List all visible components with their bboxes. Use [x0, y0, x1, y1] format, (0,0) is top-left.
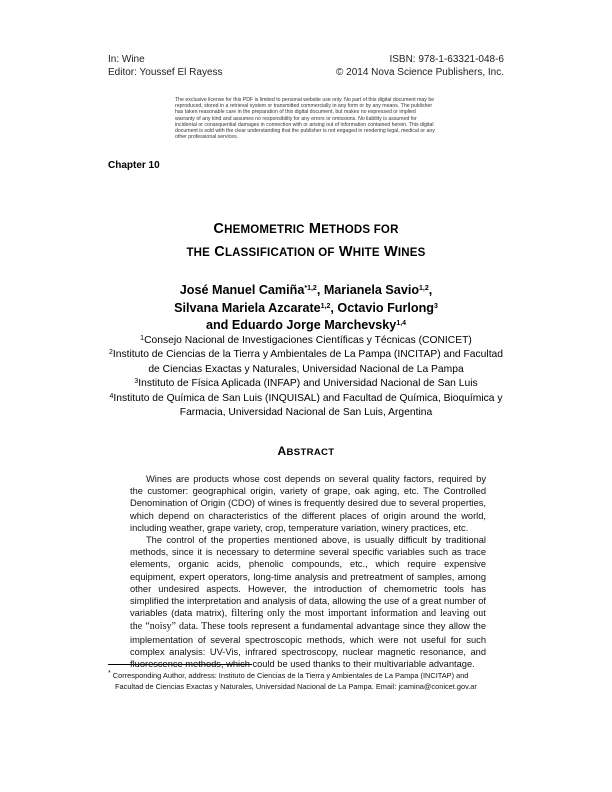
abstract-heading: ABSTRACT	[277, 444, 335, 458]
author-name: José Manuel Camiña	[179, 283, 305, 297]
author-name: Eduardo Jorge Marchevsky	[231, 318, 397, 332]
footnote: * Corresponding Author, address: Instituto de Ciencias de la Tierra y Ambientales de La Pampa (INCITAP) and Facultad de Ciencias Exactas y Naturales, Universidad Nacional de La Pampa. Email: jcamina@conicet.gov.ar	[108, 670, 477, 691]
license-notice: The exclusive license for this PDF is limited to personal website use only. No part of this digital document may be reproduced, stored in a retrieval system or transmitted commercially in any form or by any means. The publisher has taken reasonable care in the preparation of this digital document, but makes no expressed or implied warranty of any kind and assumes no responsibility for any errors or omissions. No liability is assumed for incidental or consequential damages in connection with or arising out of information contained herein. This digital document is sold with the clear understanding that the publisher is not engaged in rendering legal, medical or any other professional services.	[175, 97, 435, 141]
chapter-label: Chapter 10	[108, 160, 160, 171]
abstract-paragraph: Wines are products whose cost depends on several quality factors, required by the customer: geographical origin, variety of grape, oak aging, etc. The Controlled Denomination of Origin (CDO) of wines is frequently desired due to several properties, which depend on characteristics of the different places of origin around the world, including weather, grape variety, crop, temperature variation, winery practices, etc.	[130, 474, 486, 533]
affiliation: $^4$Instituto de Química de San Luis (INQUISAL) and Facultad de Química, Bioquímica y Farmacia, Universidad Nacional de San Luis, Argentina	[109, 392, 503, 419]
author-name: Octavio Furlong	[337, 300, 434, 315]
chapter-title	[108, 218, 504, 264]
affiliation: $^3$Instituto de Física Aplicada (INFAP) and Universidad Nacional de San Luis	[134, 378, 478, 390]
affiliation: $^1$Consejo Nacional de Investigaciones Científicas y Técnicas (CONICET)	[140, 335, 472, 346]
affiliations	[108, 334, 504, 420]
author-list: José Manuel Camiña$^{*1,2}$, Marianela Savio$^{1,2}$, Silvana Mariela Azcarate$^{1,2}$, Octavio Furlong$^3$ and Eduardo Jorge Marchevsky$^{1,4}$	[174, 283, 438, 332]
header-right	[304, 53, 504, 79]
author-name: Marianela Savio	[323, 283, 420, 297]
author-name: Silvana Mariela Azcarate	[174, 300, 321, 315]
footnote-rule	[108, 664, 252, 665]
abstract-body	[130, 473, 486, 670]
isbn: ISBN: 978-1-63321-048-6	[389, 54, 504, 65]
header-left	[108, 53, 223, 79]
abstract-paragraph: The control of the properties mentioned above, is usually difficult by traditional methods, since it is necessary to determine several specific variables such as trace elements, organic acids, phenolic compounds, etc., which require expensive equipment, expert operators, long-time analysis and pretreatment of samples, among other undesired aspects. However, the introduction of chemometric tools has simplified the interpretation and analysis of data, allowing the use of a great number of variables (data matrix), filtering only the most important information and leaving out the “noisy” data. These tools represent a fundamental advantage since they allow the implementation of several spectroscopic methods, which were not useful for such complex analysis: UV-Vis, infrared spectroscopy, nuclear magnetic resonance, and fluorescence methods, which could be used thanks to their multivariable advantage.	[130, 535, 486, 670]
title-line-1: CHEMOMETRIC METHODS FOR	[213, 221, 399, 237]
copyright: © 2014 Nova Science Publishers, Inc.	[335, 67, 504, 78]
affiliation: $^2$Instituto de Ciencias de la Tierra y Ambientales de La Pampa (INCITAP) and Facultad de Ciencias Exactas y Naturales, Universidad Nacional de La Pampa	[108, 349, 504, 375]
editor: Editor: Youssef El Rayess	[108, 67, 223, 78]
title-line-2: THE CLASSIFICATION OF WHITE WINES	[186, 244, 426, 260]
book-title: In: Wine	[108, 54, 145, 65]
